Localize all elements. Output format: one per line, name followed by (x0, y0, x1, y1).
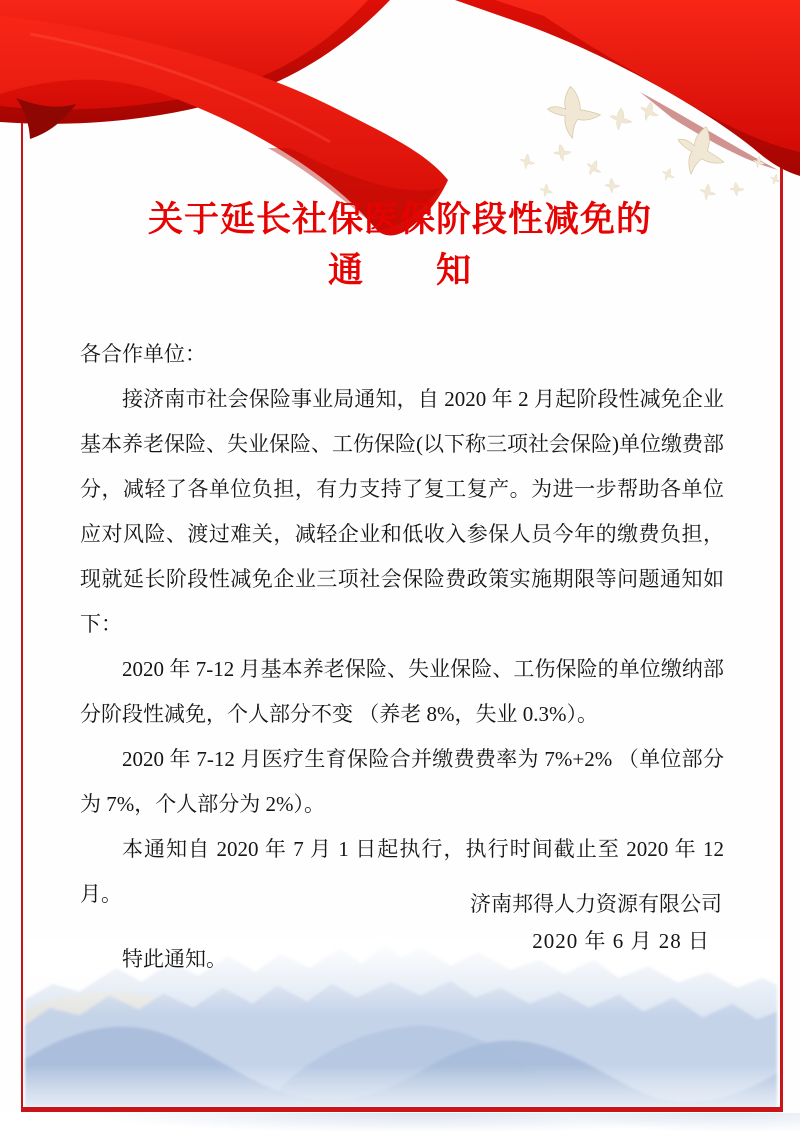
paragraph-3: 2020 年 7-12 月医疗生育保险合并缴费费率为 7%+2% （单位部分为 7%，个人部分为 2%）。 (80, 747, 724, 816)
dove-icon (520, 154, 535, 169)
dove-icon (769, 173, 782, 186)
signature-block (470, 886, 722, 960)
dove-icon (545, 83, 604, 142)
dove-icon (552, 142, 573, 163)
dove-icon (604, 177, 622, 195)
paragraph-1: 接济南市社会保险事业局通知，自 2020 年 2 月起阶段性减免企业基本养老保险、失业保险、工伤保险(以下称三项社会保险)单位缴费部分，减轻了各单位负担，有力支持了复工复产。为进一步帮助各单位应对风险、渡过难关，减轻企业和低收入参保人员今年的缴费负担，现就延长阶段性减免企业三项社会保险费政策实施期限等问题通知如下： (80, 387, 724, 636)
salutation: 各合作单位： (80, 342, 206, 366)
dove-icon (584, 158, 604, 178)
title-line-2: 通 知 (327, 251, 472, 290)
notice-body (80, 332, 724, 982)
notice-title (0, 194, 800, 296)
paragraph-2: 2020 年 7-12 月基本养老保险、失业保险、工伤保险的单位缴纳部分阶段性减免，个人部分不变 （养老 8%，失业 0.3%）。 (80, 657, 724, 726)
signature-company: 济南邦得人力资源有限公司 (470, 892, 722, 916)
closing-line: 特此通知。 (122, 947, 227, 971)
dove-icon (661, 167, 677, 183)
signature-date: 2020 年 6 月 28 日 (532, 929, 710, 953)
mist-below-frame (0, 1113, 800, 1131)
dove-icon (610, 108, 632, 130)
title-line-1: 关于延长社保医保阶段性减免的 (147, 200, 652, 239)
paragraph-4: 本通知自 2020 年 7 月 1 日起执行，执行时间截止至 2020 年 12 月。 (80, 837, 724, 906)
